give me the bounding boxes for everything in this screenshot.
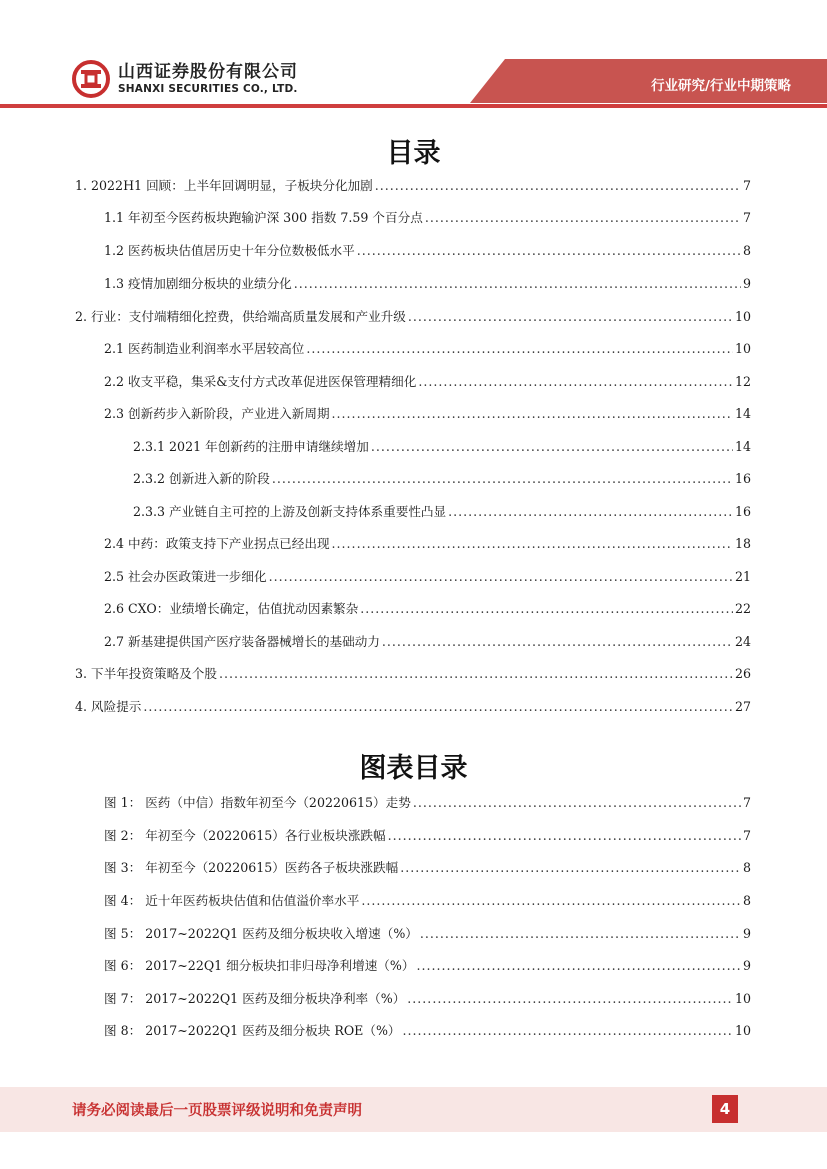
- toc-entry[interactable]: [104, 405, 751, 423]
- report-type-label: 行业研究/行业中期策略: [651, 78, 791, 94]
- header-divider: [0, 104, 827, 108]
- figure-entry-page: 9: [742, 926, 751, 941]
- dot-leader: [361, 892, 741, 910]
- toc-entry[interactable]: [133, 438, 751, 456]
- toc-entry-page: 16: [734, 504, 751, 519]
- dot-leader: [375, 177, 741, 195]
- dot-leader: [269, 568, 733, 586]
- page-header: [0, 0, 827, 112]
- figure-entry-label: 图 1： 医药（中信）指数年初至今（20220615）走势: [104, 795, 411, 810]
- toc-entry-label: 1.3 疫情加剧细分板块的业绩分化: [104, 276, 292, 291]
- dot-leader: [219, 665, 733, 683]
- dot-leader: [400, 859, 741, 877]
- toc-entry-page: 7: [742, 178, 751, 193]
- figure-entry[interactable]: [104, 957, 751, 975]
- toc-entry-page: 10: [734, 309, 751, 324]
- dot-leader: [425, 209, 741, 227]
- toc-entry-label: 2.3.2 创新进入新的阶段: [133, 471, 270, 486]
- company-name-cn: 山西证券股份有限公司: [118, 62, 298, 82]
- dot-leader: [418, 373, 733, 391]
- toc-entry[interactable]: [133, 503, 751, 521]
- figure-entry-page: 8: [742, 860, 751, 875]
- toc-entry-label: 2.3.1 2021 年创新药的注册申请继续增加: [133, 439, 369, 454]
- toc-entry[interactable]: [104, 275, 751, 293]
- dot-leader: [420, 925, 741, 943]
- toc-entry[interactable]: [75, 698, 751, 716]
- toc-entry-label: 1.2 医药板块估值居历史十年分位数极低水平: [104, 243, 355, 258]
- toc-entry[interactable]: [75, 177, 751, 195]
- toc-entry-label: 2.6 CXO：业绩增长确定，估值扰动因素繁杂: [104, 601, 359, 616]
- page-footer: [0, 1087, 827, 1132]
- toc-entry-label: 2.3.3 产业链自主可控的上游及创新支持体系重要性凸显: [133, 504, 447, 519]
- dot-leader: [413, 794, 741, 812]
- toc-entry[interactable]: [104, 600, 751, 618]
- figure-entry-label: 图 5： 2017~2022Q1 医药及细分板块收入增速（%）: [104, 926, 418, 941]
- dot-leader: [408, 308, 733, 326]
- toc-entry-label: 2.7 新基建提供国产医疗装备器械增长的基础动力: [104, 634, 380, 649]
- dot-leader: [360, 600, 733, 618]
- dot-leader: [382, 633, 733, 651]
- figure-entry-label: 图 6： 2017~22Q1 细分板块扣非归母净利增速（%）: [104, 958, 415, 973]
- toc-entry-label: 2.2 收支平稳，集采&支付方式改革促进医保管理精细化: [104, 374, 417, 389]
- toc-entry-page: 16: [734, 471, 751, 486]
- figure-entry-label: 图 7： 2017~2022Q1 医药及细分板块净利率（%）: [104, 991, 406, 1006]
- figure-entry[interactable]: [104, 859, 751, 877]
- figure-entry-label: 图 2： 年初至今（20220615）各行业板块涨跌幅: [104, 828, 386, 843]
- dot-leader: [306, 340, 733, 358]
- toc-title: 目录: [386, 138, 441, 169]
- figure-entry-page: 8: [742, 893, 751, 908]
- dot-leader: [388, 827, 741, 845]
- toc-entry[interactable]: [104, 633, 751, 651]
- page-number: 4: [712, 1095, 738, 1123]
- toc-entry-page: 8: [742, 243, 751, 258]
- disclaimer-notice: 请务必阅读最后一页股票评级说明和免责声明: [72, 1103, 362, 1119]
- toc-entry-label: 2.4 中药：政策支持下产业拐点已经出现: [104, 536, 330, 551]
- toc-entry-page: 18: [734, 536, 751, 551]
- dot-leader: [143, 698, 733, 716]
- figure-entry-label: 图 8： 2017~2022Q1 医药及细分板块 ROE（%）: [104, 1023, 401, 1038]
- dot-leader: [403, 1022, 733, 1040]
- figure-entry-page: 10: [734, 991, 751, 1006]
- toc-entry-label: 2.5 社会办医政策进一步细化: [104, 569, 267, 584]
- figure-list-title: 图表目录: [359, 753, 468, 784]
- figure-entry[interactable]: [104, 827, 751, 845]
- toc-entry-label: 2.3 创新药步入新阶段，产业进入新周期: [104, 406, 330, 421]
- toc-entry-page: 22: [734, 601, 751, 616]
- dot-leader: [332, 535, 733, 553]
- toc-entry-page: 7: [742, 210, 751, 225]
- figure-entry-page: 10: [734, 1023, 751, 1038]
- toc-entry-label: 2.1 医药制造业利润率水平居较高位: [104, 341, 305, 356]
- figure-entry[interactable]: [104, 892, 751, 910]
- toc-entry[interactable]: [104, 340, 751, 358]
- toc-entry[interactable]: [75, 665, 751, 683]
- toc-entry-page: 14: [734, 439, 751, 454]
- toc-entry-page: 14: [734, 406, 751, 421]
- dot-leader: [371, 438, 733, 456]
- toc-entry-label: 2. 行业：支付端精细化控费，供给端高质量发展和产业升级: [75, 309, 406, 324]
- toc-entry-page: 12: [734, 374, 751, 389]
- dot-leader: [416, 957, 741, 975]
- toc-entry[interactable]: [104, 535, 751, 553]
- figure-entry-label: 图 4： 近十年医药板块估值和估值溢价率水平: [104, 893, 360, 908]
- toc-entry[interactable]: [104, 373, 751, 391]
- toc-entry[interactable]: [104, 209, 751, 227]
- figure-entry[interactable]: [104, 794, 751, 812]
- dot-leader: [357, 242, 741, 260]
- figure-entry[interactable]: [104, 990, 751, 1008]
- dot-leader: [448, 503, 733, 521]
- dot-leader: [332, 405, 733, 423]
- figure-entry-label: 图 3： 年初至今（20220615）医药各子板块涨跌幅: [104, 860, 399, 875]
- toc-entry[interactable]: [104, 568, 751, 586]
- toc-entry-label: 1. 2022H1 回顾：上半年回调明显，子板块分化加剧: [75, 178, 373, 193]
- company-name-en: SHANXI SECURITIES CO., LTD.: [118, 83, 298, 95]
- toc-entry-label: 4. 风险提示: [75, 699, 142, 714]
- company-name: [118, 62, 298, 96]
- figure-entry-page: 7: [742, 828, 751, 843]
- toc-entry-page: 21: [734, 569, 751, 584]
- toc-entry-page: 26: [734, 666, 751, 681]
- figure-entry-page: 9: [742, 958, 751, 973]
- toc-entry[interactable]: [104, 242, 751, 260]
- toc-entry-page: 10: [734, 341, 751, 356]
- toc-entry-page: 27: [734, 699, 751, 714]
- figure-entry-page: 7: [742, 795, 751, 810]
- company-logo-icon: [72, 60, 110, 98]
- toc-entry-label: 1.1 年初至今医药板块跑输沪深 300 指数 7.59 个百分点: [104, 210, 423, 225]
- toc-entry[interactable]: [133, 470, 751, 488]
- toc-entry-label: 3. 下半年投资策略及个股: [75, 666, 217, 681]
- dot-leader: [407, 990, 733, 1008]
- toc-entry-page: 9: [742, 276, 751, 291]
- figure-entry[interactable]: [104, 1022, 751, 1040]
- dot-leader: [272, 470, 733, 488]
- figure-entry[interactable]: [104, 925, 751, 943]
- toc-entry[interactable]: [75, 308, 751, 326]
- toc-entry-page: 24: [734, 634, 751, 649]
- dot-leader: [294, 275, 741, 293]
